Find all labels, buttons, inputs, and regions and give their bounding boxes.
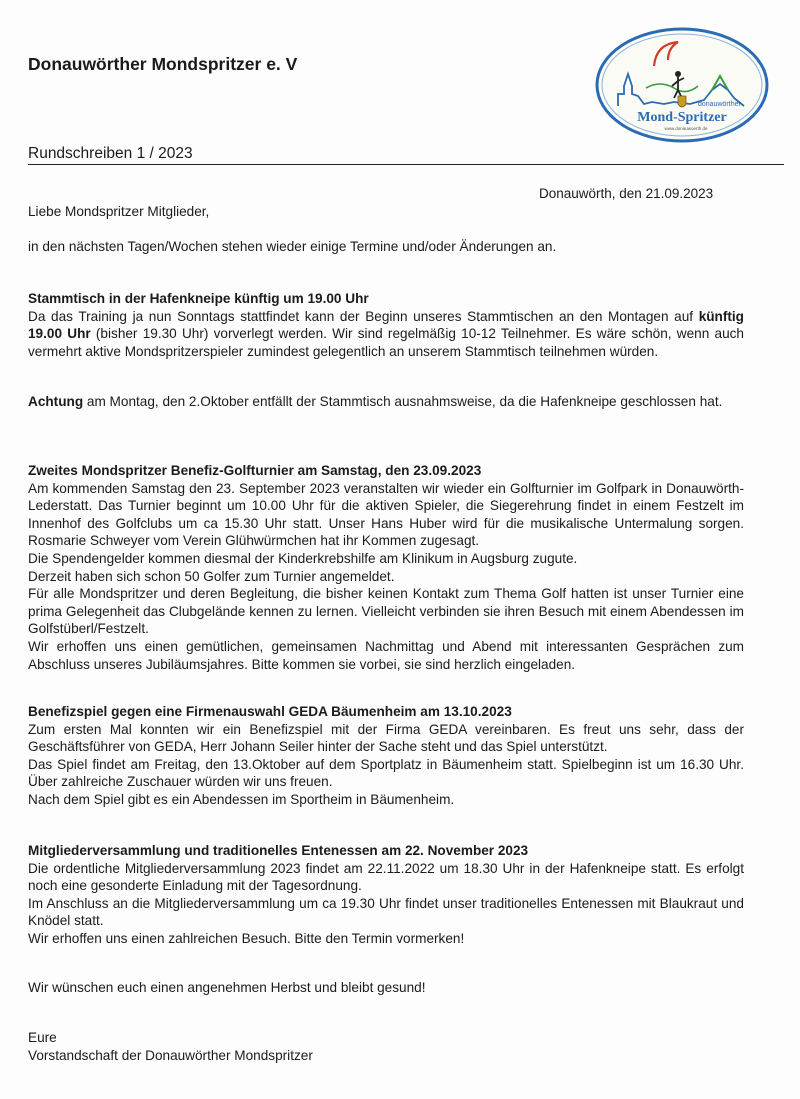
logo-url: www.donauwoerth.de [664, 126, 708, 131]
signoff [28, 1029, 744, 1064]
logo-name: Mond-Spritzer [637, 110, 727, 125]
section-paragraph: Nach dem Spiel gibt es ein Abendessen im Sportheim in Bäumenheim. [28, 791, 455, 807]
section-paragraph: Die Spendengelder kommen diesmal der Kinderkrebshilfe am Klinikum in Augsburg zugute. [28, 550, 578, 566]
section-stammtisch-note [28, 393, 744, 411]
intro: in den nächsten Tagen/Wochen stehen wieder einige Termine und/oder Änderungen an. [28, 239, 557, 254]
section-paragraph: Im Anschluss an die Mitgliederversammlung um ca 19.30 Uhr findet unser traditionelles Entenessen mit Blaukraut und Knödel statt. [28, 895, 744, 929]
signoff-line: Eure [28, 1030, 57, 1045]
logo-small-text: donauwörther [698, 101, 741, 108]
section-paragraph: Die ordentliche Mitgliederversammlung 2023 findet am 22.11.2022 um 18.30 Uhr in der Hafenkneipe statt. Es erfolgt noch eine gesonderte Einladung mit der Tagesordnung. [28, 860, 744, 894]
section-paragraph: Das Spiel findet am Freitag, den 13.Oktober auf dem Sportplatz in Bäumenheim statt. Spielbeginn ist um 16.30 Uhr. Über zahlreiche Zuschauer würden wir uns freuen. [28, 756, 744, 790]
section-paragraph [28, 393, 744, 411]
section-paragraph: Für alle Mondspritzer und deren Begleitung, die bisher keinen Kontakt zum Thema Golf hatten ist unser Turnier eine prima Gelegenheit das Clubgelände kennen zu lernen. Vielleicht verbinden sie ihren Besuch mit einem Abendessen im Golfstüberl/Festzelt. [28, 586, 744, 637]
emphasis-text: künftig 19.00 Uhr [28, 308, 744, 342]
section-title: Stammtisch in der Hafenkneipe künftig um 19.00 Uhr [28, 291, 369, 306]
section-stammtisch [28, 290, 744, 360]
section-paragraph: Zum ersten Mal konnten wir ein Benefizspiel mit der Firma GEDA vereinbaren. Es freut uns sehr, dass der Geschäftsführer von GEDA, Herr Johann Seiler hinter der Sache steht und das Spiel unterstützt. [28, 721, 744, 755]
section-paragraph: Derzeit haben sich schon 50 Golfer zum Turnier angemeldet. [28, 568, 395, 584]
club-logo [594, 26, 770, 144]
salutation: Liebe Mondspritzer Mitglieder, [28, 204, 210, 219]
section-title: Benefizspiel gegen eine Firmenauswahl GEDA Bäumenheim am 13.10.2023 [28, 704, 512, 719]
section-title: Zweites Mondspritzer Benefiz-Golfturnier am Samstag, den 23.09.2023 [28, 463, 482, 478]
section-golfturnier [28, 462, 744, 673]
dateline: Donauwörth, den 21.09.2023 [539, 186, 714, 201]
text-run: (bisher 19.30 Uhr) vorverlegt werden. Wir sind regelmäßig 10-12 Teilnehmer. Es wäre schön, wenn auch vermehrt aktive Mondspritzerspieler zumindest gelegentlich an unserem Stammtisch teilnehmen würden. [28, 326, 744, 359]
closing-line: Wir wünschen euch einen angenehmen Herbst und bleibt gesund! [28, 980, 426, 995]
section-paragraph: Wir erhoffen uns einen zahlreichen Besuch. Bitte den Termin vormerken! [28, 930, 465, 946]
signoff-line: Vorstandschaft der Donauwörther Mondspritzer [28, 1047, 313, 1063]
section-benefizspiel [28, 703, 744, 809]
section-paragraph: Am kommenden Samstag den 23. September 2023 veranstalten wir wieder ein Golfturnier im Golfpark in Donauwörth-Lederstatt. Das Turnier beginnt um 10.00 Uhr für die aktiven Spieler, die Siegerehrung findet in einem Festzelt im Innenhof des Golfclubs um ca 15.30 Uhr statt. Unser Hans Huber wird für die musikalische Untermalung sorgen. Rosmarie Schweyer vom Verein Glühwürmchen hat ihr Kommen zugesagt. [28, 480, 744, 549]
header-rule [28, 164, 784, 165]
emphasis-text: Achtung [28, 394, 84, 409]
section-paragraph [28, 308, 744, 361]
section-title: Mitgliederversammlung und traditionelles Entenessen am 22. November 2023 [28, 843, 529, 858]
text-run: am Montag, den 2.Oktober entfällt der Stammtisch ausnahmsweise, da die Hafenkneipe geschlossen hat. [83, 394, 723, 409]
section-paragraph: Wir erhoffen uns einen gemütlichen, gemeinsamen Nachmittag und Abend mit interessanten Gesprächen zum Abschluss unseres Jubiläumsjahres. Bitte kommen sie vorbei, sie sind herzlich eingeladen. [28, 638, 744, 672]
org-title: Donauwörther Mondspritzer e. V [28, 54, 298, 74]
text-run: Da das Training ja nun Sonntags stattfindet kann der Beginn unseres Stammtischen an den Montagen auf [28, 308, 699, 324]
section-mitgliederversammlung [28, 842, 744, 948]
circular-title: Rundschreiben 1 / 2023 [28, 145, 193, 162]
